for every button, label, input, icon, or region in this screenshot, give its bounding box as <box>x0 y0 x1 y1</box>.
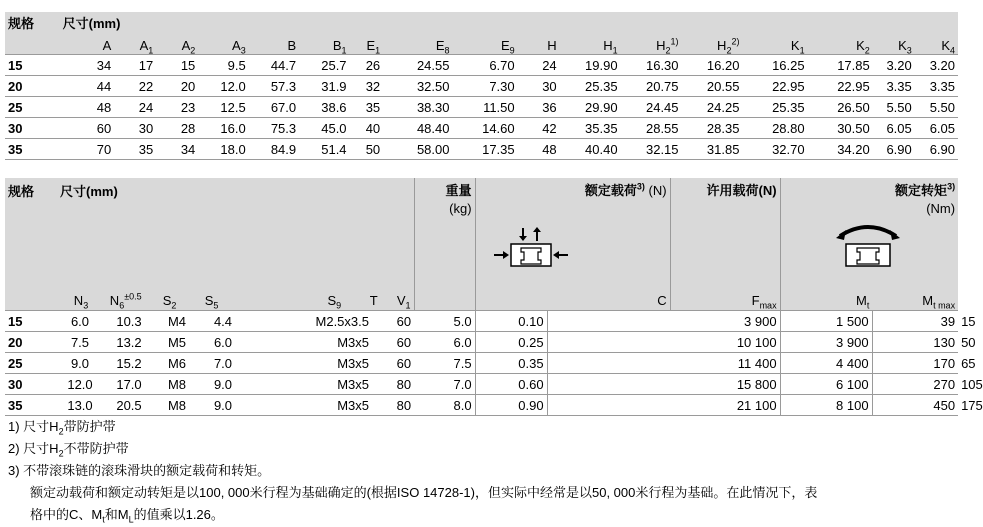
table-cell: 24 <box>114 97 156 118</box>
table-cell: 50 <box>350 139 384 160</box>
table-cell: 11 400 <box>547 353 780 374</box>
table-cell: 6.0 <box>414 332 475 353</box>
table-cell: 60 <box>372 332 414 353</box>
table-cell: M3x5 <box>247 353 372 374</box>
table-cell: 80 <box>372 395 414 416</box>
spec-header: 规格 <box>8 184 35 199</box>
table-cell: 3.35 <box>915 76 958 97</box>
table-cell: 20 <box>156 76 198 97</box>
table-cell: M5 <box>155 332 199 353</box>
table-row: 15 6.0 10.3 M4 4.4 M2.5x3.5 60 5.0 0.10 3 900 1 500 39 15 <box>5 311 958 332</box>
allow-load-header: 许用载荷(N) $F_{max}$ <box>670 178 780 311</box>
table-cell: 39 <box>872 311 958 332</box>
table-cell: 57.3 <box>249 76 299 97</box>
table-cell: 8.0 <box>414 395 475 416</box>
table-cell: 25.7 <box>299 55 349 76</box>
table2-header <box>5 178 958 311</box>
table-cell: 7.5 <box>414 353 475 374</box>
table-row <box>5 97 958 118</box>
table-cell: 35 <box>350 97 384 118</box>
table-cell: 10.3 <box>103 311 155 332</box>
table-cell: 22.95 <box>808 76 873 97</box>
table-cell: 80 <box>372 374 414 395</box>
table-row: 30 12.0 17.0 M8 9.0 M3x5 80 7.0 0.60 15 800 6 100 270 105 <box>5 374 958 395</box>
table-cell: 17.0 <box>103 374 155 395</box>
col-header: $K_3$ <box>898 38 912 56</box>
slide-block-torque-icon <box>781 220 959 272</box>
col-n3: $N_3$ <box>73 293 89 311</box>
col-c: C <box>657 293 667 308</box>
footnote-2: 2) 尺寸$H_2$不带防护带 <box>8 441 129 459</box>
spec-cell: 30 <box>5 374 57 395</box>
table-cell: 16.0 <box>198 118 248 139</box>
table-cell: 17.35 <box>453 139 518 160</box>
table-row <box>5 118 958 139</box>
table-cell: 28.35 <box>682 118 743 139</box>
col-mtmax: $M_{t max}$ <box>922 293 956 311</box>
spec-cell: 25 <box>5 353 57 374</box>
table-cell: 1 500 <box>780 311 872 332</box>
table-cell: 32 <box>350 76 384 97</box>
table-cell: 5.0 <box>414 311 475 332</box>
table-cell: 15 <box>156 55 198 76</box>
table-row <box>5 76 958 97</box>
table-cell: 6.90 <box>873 139 915 160</box>
table-cell: 15.2 <box>103 353 155 374</box>
table-cell: 4.4 <box>199 311 247 332</box>
table-cell: 30 <box>518 76 560 97</box>
table-cell: 38.6 <box>299 97 349 118</box>
col-header: $A_1$ <box>139 38 154 56</box>
weight-header: 重量 (kg) <box>414 178 475 311</box>
table-cell: 26.50 <box>808 97 873 118</box>
table-cell: 13.0 <box>57 395 103 416</box>
footnote-3-line-3: 格中的C、$M_t$和$M_L$的值乘以1.26。 <box>30 507 224 525</box>
col-header: $A_2$ <box>181 38 196 56</box>
col-header: $H_2^{2)}$ <box>717 36 740 56</box>
table-cell: 34.20 <box>808 139 873 160</box>
col-header: $K_2$ <box>856 38 870 56</box>
footnote-1: 1) 尺寸$H_2$带防护带 <box>8 419 116 437</box>
col-n6: $N_6^{\pm 0.5}$ <box>109 291 142 311</box>
load-table <box>5 178 983 416</box>
table-cell: 6 100 <box>780 374 872 395</box>
table-cell: 36 <box>518 97 560 118</box>
table-cell: 84.9 <box>249 139 299 160</box>
table-cell: 7.0 <box>414 374 475 395</box>
table-cell: 15 800 <box>547 374 780 395</box>
table-cell: 4 400 <box>780 353 872 374</box>
dimension-table <box>5 12 958 160</box>
table-cell: 22.95 <box>742 76 807 97</box>
table-cell: 16.20 <box>682 55 743 76</box>
table-cell: 32.70 <box>742 139 807 160</box>
table-cell: 24.45 <box>621 97 682 118</box>
table-cell: 24.25 <box>682 97 743 118</box>
table-cell: 0.10 <box>475 311 547 332</box>
spec-header: 规格 <box>8 16 35 31</box>
col-s9: $S_9$ <box>327 293 342 311</box>
table-cell: 75.3 <box>249 118 299 139</box>
table-cell: 26 <box>350 55 384 76</box>
table-cell: 3 900 <box>780 332 872 353</box>
rated-load-header: 额定载荷$^{3)}$ (N) C <box>475 178 670 311</box>
col-v1: $V_1$ <box>396 293 411 311</box>
table-cell: 13.2 <box>103 332 155 353</box>
table-cell: 5.50 <box>873 97 915 118</box>
table-cell: 12.0 <box>198 76 248 97</box>
table-row: 35 13.0 20.5 M8 9.0 M3x5 80 8.0 0.90 21 100 8 100 450 175 <box>5 395 958 416</box>
col-header: H <box>547 38 557 53</box>
table-cell: 38.30 <box>383 97 452 118</box>
table-cell: 9.5 <box>198 55 248 76</box>
col-s2: $S_2$ <box>162 293 177 311</box>
table-cell: 0.60 <box>475 374 547 395</box>
table-cell: M8 <box>155 395 199 416</box>
col-header: $E_8$ <box>435 38 450 56</box>
empty-cell <box>5 33 60 55</box>
table-cell: 9.0 <box>57 353 103 374</box>
table-cell: 40 <box>350 118 384 139</box>
spec-cell: 15 <box>5 311 57 332</box>
table-cell: 30 <box>114 118 156 139</box>
table-cell: 16.25 <box>742 55 807 76</box>
footnote-3-line-2: 额定动载荷和额定动转矩是以100, 000米行程为基础确定的(根据ISO 14728-1)，但实际中经常是以50, 000米行程为基础。在此情况下，表 <box>30 485 818 500</box>
table-cell: 28.80 <box>742 118 807 139</box>
table-cell: 21 100 <box>547 395 780 416</box>
table-cell: 24.55 <box>383 55 452 76</box>
table-cell: 25.35 <box>560 76 621 97</box>
table1-header-row-2 <box>5 33 958 55</box>
footnote-3: 3) 不带滚珠链的滚珠滑块的额定载荷和转矩。 <box>8 463 271 478</box>
table-cell: 60 <box>372 353 414 374</box>
col-header: B <box>287 38 297 53</box>
table-cell: M2.5x3.5 <box>247 311 372 332</box>
dimension-column-labels <box>57 291 414 311</box>
table-row: 20 7.5 13.2 M5 6.0 M3x5 60 6.0 0.25 10 100 3 900 130 50 <box>5 332 958 353</box>
table-cell: 31.9 <box>299 76 349 97</box>
table-cell: 60 <box>60 118 115 139</box>
col-t: T <box>369 293 378 308</box>
table-cell: 12.0 <box>57 374 103 395</box>
dimension-header-group <box>57 178 414 311</box>
slide-block-load-icon <box>476 226 671 274</box>
spec-cell: 25 <box>5 97 60 118</box>
table-cell: 19.90 <box>560 55 621 76</box>
table-cell: 58.00 <box>383 139 452 160</box>
table-cell: 3.20 <box>915 55 958 76</box>
table-cell: 7.30 <box>453 76 518 97</box>
spec-cell: 20 <box>5 332 57 353</box>
table-cell: 6.05 <box>873 118 915 139</box>
table-cell: 3.35 <box>873 76 915 97</box>
col-header: $H_2^{1)}$ <box>656 36 679 56</box>
table-cell: 34 <box>156 139 198 160</box>
table-row <box>5 55 958 76</box>
table-cell: 51.4 <box>299 139 349 160</box>
col-header: $A_3$ <box>232 38 246 56</box>
table-cell: 30.50 <box>808 118 873 139</box>
table-cell: 3 900 <box>547 311 780 332</box>
col-header: $B_1$ <box>332 38 347 56</box>
col-header: $H_1$ <box>603 38 618 56</box>
col-header: $E_1$ <box>366 38 381 56</box>
col-fmax: $F_{max}$ <box>751 293 777 311</box>
table-cell: 44 <box>60 76 115 97</box>
table-cell: 6.0 <box>57 311 103 332</box>
dimension-header: 尺寸(mm) <box>60 184 118 199</box>
table-cell: 17.85 <box>808 55 873 76</box>
table-cell: 8 100 <box>780 395 872 416</box>
spec-cell: 15 <box>5 55 60 76</box>
table-cell: 20.55 <box>682 76 743 97</box>
table-cell: M6 <box>155 353 199 374</box>
table-cell: 32.50 <box>383 76 452 97</box>
table-cell: 25.35 <box>742 97 807 118</box>
table-cell: 6.70 <box>453 55 518 76</box>
table-cell: 60 <box>372 311 414 332</box>
table-cell: 44.7 <box>249 55 299 76</box>
table-cell: M3x5 <box>247 395 372 416</box>
table-cell: M8 <box>155 374 199 395</box>
spec-cell: 20 <box>5 76 60 97</box>
table-cell: 170 <box>872 353 958 374</box>
table-cell: 42 <box>518 118 560 139</box>
table-cell: 450 <box>872 395 958 416</box>
table-cell: 7.5 <box>57 332 103 353</box>
footnotes <box>8 416 817 526</box>
table-cell: 3.20 <box>873 55 915 76</box>
col-s5: $S_5$ <box>204 293 219 311</box>
table-cell: 0.35 <box>475 353 547 374</box>
table-cell: 0.90 <box>475 395 547 416</box>
table-cell: 67.0 <box>249 97 299 118</box>
table-cell: M4 <box>155 311 199 332</box>
table-cell: 24 <box>518 55 560 76</box>
table-cell: 48.40 <box>383 118 452 139</box>
table-cell: 14.60 <box>453 118 518 139</box>
table-cell: 17 <box>114 55 156 76</box>
table-cell: 6.0 <box>199 332 247 353</box>
table-cell: 5.50 <box>915 97 958 118</box>
table-cell: 23 <box>156 97 198 118</box>
col-mt: $M_t$ <box>855 293 870 311</box>
table-cell: 29.90 <box>560 97 621 118</box>
torque-column-labels <box>781 293 959 311</box>
table-cell: 28 <box>156 118 198 139</box>
table-cell: 9.0 <box>199 374 247 395</box>
table-row <box>5 139 958 160</box>
spec-cell: 30 <box>5 118 60 139</box>
spec-cell: 35 <box>5 139 60 160</box>
table-cell: 7.0 <box>199 353 247 374</box>
table-cell: 20.75 <box>621 76 682 97</box>
table-cell: 10 100 <box>547 332 780 353</box>
table-row: 25 9.0 15.2 M6 7.0 M3x5 60 7.5 0.35 11 400 4 400 170 65 <box>5 353 958 374</box>
table-cell: 9.0 <box>199 395 247 416</box>
table-cell: 16.30 <box>621 55 682 76</box>
table-cell: M3x5 <box>247 332 372 353</box>
table-cell: 48 <box>60 97 115 118</box>
rated-torque-diagram <box>781 220 959 268</box>
rated-torque-header: 额定转矩$^{3)}$ (Nm) $M_t$ $M_{t max}$ <box>780 178 958 311</box>
table-cell: 31.85 <box>682 139 743 160</box>
table-cell: 34 <box>60 55 115 76</box>
table-cell: 12.5 <box>198 97 248 118</box>
spec-cell: 35 <box>5 395 57 416</box>
table-cell: 18.0 <box>198 139 248 160</box>
dimension-header: 尺寸(mm) <box>62 16 121 31</box>
col-header: $K_4$ <box>941 38 955 56</box>
table-cell: 28.55 <box>621 118 682 139</box>
table-cell: 0.25 <box>475 332 547 353</box>
table-cell: 35.35 <box>560 118 621 139</box>
table-cell: 40.40 <box>560 139 621 160</box>
table-cell: 45.0 <box>299 118 349 139</box>
table-cell: 70 <box>60 139 115 160</box>
rated-load-diagram <box>476 226 670 274</box>
table-cell: 48 <box>518 139 560 160</box>
table-cell: 20.5 <box>103 395 155 416</box>
table-cell: 35 <box>114 139 156 160</box>
table-cell: 11.50 <box>453 97 518 118</box>
table-cell: 6.05 <box>915 118 958 139</box>
table-cell: 6.90 <box>915 139 958 160</box>
table-cell: 22 <box>114 76 156 97</box>
col-header: $K_1$ <box>790 38 805 56</box>
table-cell: 32.15 <box>621 139 682 160</box>
table1-header-row-1 <box>5 12 958 33</box>
table-cell: M3x5 <box>247 374 372 395</box>
table-cell: 270 <box>872 374 958 395</box>
table-cell: 130 <box>872 332 958 353</box>
col-header: A <box>102 38 112 53</box>
col-header: $E_9$ <box>500 38 515 56</box>
